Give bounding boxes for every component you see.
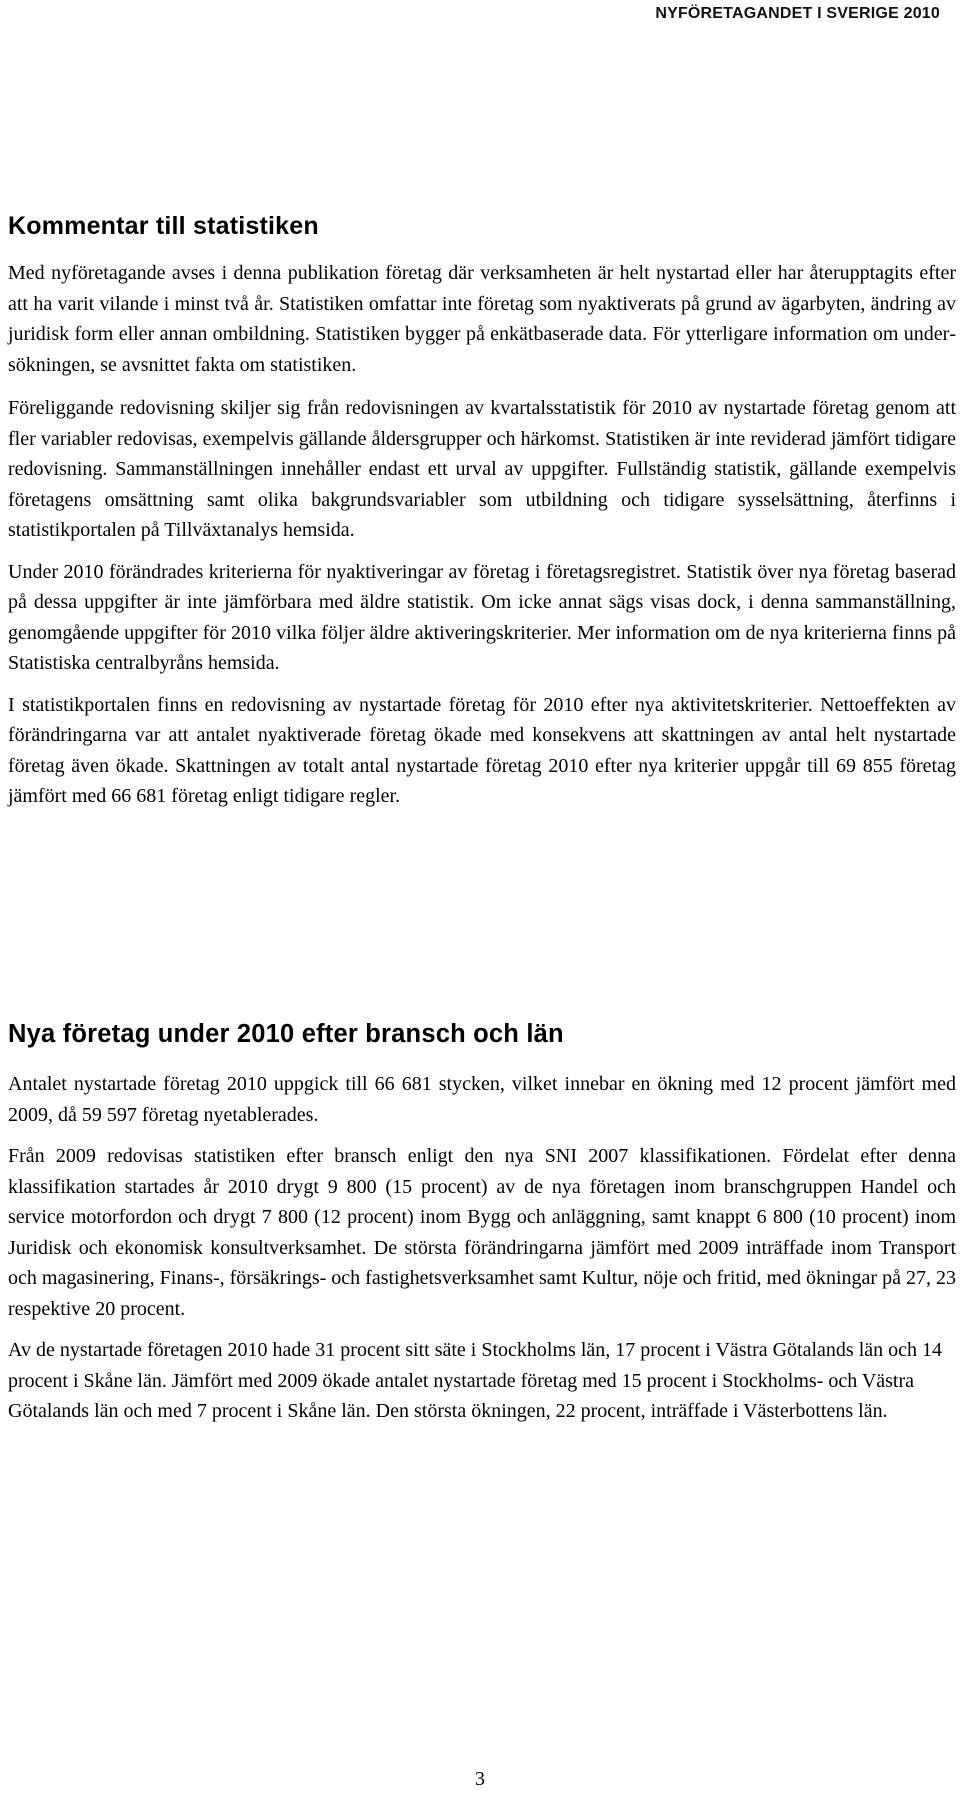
paragraph: I statistikportalen finns en redovisning av nystartade företag för 2010 efter nya aktivitetskriterier. Nettoeffekten av förändringarna var att antalet nyaktiverade företag ökade med konsekvens att skattningen av antal helt nystartade företag även ökade. Skattningen av totalt antal nystartade företag 2010 efter nya kriterier uppgår till 69 855 företag jämfört med 66 681 företag enligt tidigare regler. [8, 693, 956, 807]
paragraph: Med nyföretagande avses i denna publikation företag där verksamheten är helt nystartad eller har återupptagits efter att ha varit vilande i minst två år. Statistiken omfattar inte företag som nyaktiverats på grund av ägarbyten, ändring av juridisk form eller annan ombildning. Statistiken bygger på enkätbaserade data. För ytterligare information om undersökningen, se avsnittet fakta om statistiken. [8, 262, 956, 376]
running-header: NYFÖRETAGANDET I SVERIGE 2010 [655, 5, 940, 22]
section-heading: Kommentar till statistiken [8, 212, 319, 240]
section-nya-foretag [8, 1020, 956, 1438]
paragraph: Antalet nystartade företag 2010 uppgick till 66 681 stycken, vilket innebar en ökning med 12 procent jämfört med 2009, då 59 597 företag nyetablerades. [8, 1073, 956, 1126]
section-heading: Nya företag under 2010 efter bransch och län [8, 1020, 564, 1048]
paragraph: Från 2009 redovisas statistiken efter bransch enligt den nya SNI 2007 klassifikationen. Fördelat efter denna klassifikation startades år 2010 drygt 9 800 (15 procent) av de nya företagen inom branschgruppen Handel och service motorfordon och drygt 7 800 (12 procent) inom Bygg och anläggning, samt knappt 6 800 (10 procent) inom Juridisk och ekonomisk konsultverksamhet. De största förändringarna jämfört med 2009 inträffade inom Transport och magasinering, Finans-, försäkrings- och fastighetsverksamhet samt Kultur, nöje och fritid, med ökningar på 27, 23 respektive 20 procent. [8, 1145, 956, 1320]
paragraph: Föreliggande redovisning skiljer sig från redovisningen av kvartalsstatistik för 2010 av nystartade företag genom att fler variabler redovisas, exempelvis gällande åldersgrupper och härkomst. Statistiken är inte reviderad jämfört tidigare redovisning. Sammanställningen innehåller endast ett urval av uppgifter. Fullständig statistik, gällande exempelvis företagens omsättning samt olika bakgrundsvariabler som utbildning och tidigare sysselsättning, återfinns i statistikportalen på Tillväxtanalys hemsida. [8, 397, 956, 541]
section-kommentar [8, 212, 956, 823]
page-number: 3 [475, 1768, 485, 1790]
paragraph: Under 2010 förändrades kriterierna för nyaktiveringar av företag i företagsregistret. Statistik över nya företag baserad på dessa uppgifter är inte jämförbara med äldre statistik. Om icke annat sägs visas dock, i denna sammanställning, genomgående uppgifter för 2010 vilka följer äldre aktiveringskriterier. Mer information om de nya kriterierna finns på Statistiska centralbyråns hemsida. [8, 560, 956, 674]
paragraph: Av de nystartade företagen 2010 hade 31 procent sitt säte i Stockholms län, 17 procent i Västra Götalands län och 14 procent i Skåne län. Jämfört med 2009 ökade antalet nystartade företag med 15 procent i Stockholms- och Västra Götalands län och med 7 procent i Skåne län. Den största ökningen, 22 procent, inträffade i Västerbottens län. [8, 1339, 943, 1422]
